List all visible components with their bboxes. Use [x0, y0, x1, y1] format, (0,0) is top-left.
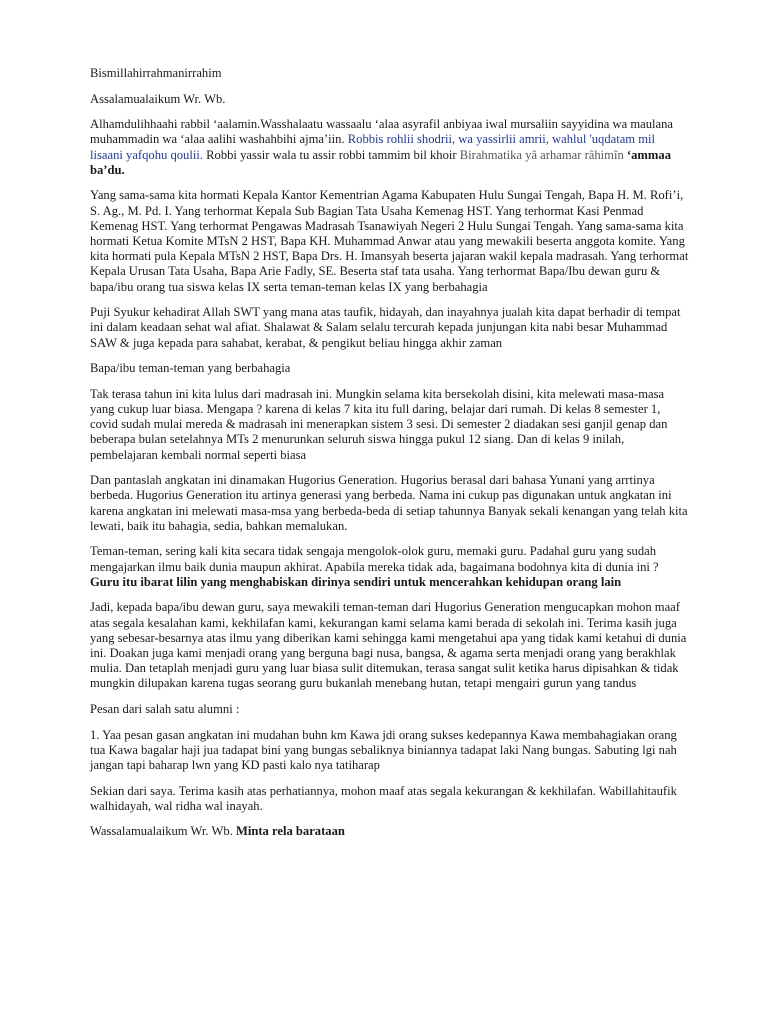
hugorius-paragraph: Dan pantaslah angkatan ini dinamakan Hugorius Generation. Hugorius berasal dari bahasa Yunani yang arrtinya berbeda. Hugorius Generation itu artinya generasi yang berbeda. Nama ini cukup pas digunakan untuk angkatan ini karena angkatan ini melewati masa-msa yang berbeda-beda di setiap tahunnya Banyak sekali kenangan yang telah kita lewati, baik itu bahagia, sedia, bahkan memalukan. — [90, 473, 688, 533]
closing-paragraph: Sekian dari saya. Terima kasih atas perhatiannya, mohon maaf atas segala kekurangan & kekhilafan. Wabillahitaufik walhidayah, wal ridha wal inayah. — [90, 783, 677, 813]
graduation-paragraph: Tak terasa tahun ini kita lulus dari madrasah ini. Mungkin selama kita bersekolah disini, kita melewati masa-masa yang cukup luar biasa. Mengapa ? karena di kelas 7 kita itu full daring, belajar dari rumah. Di kelas 8 semester 1, covid sudah mulai mereda & madrasah ini menerapkan sistem 3 sesi. Di semester 2 diadakan sesi ganjil genap dan beberapa bulan setelahnya MTs 2 menurunkan seluruh siswa hingga pukul 12 siang. Dan di kelas 9 inilah, pembelajaran kembali normal seperti biasa — [90, 386, 668, 462]
opening-basmalah: Bismillahirrahmanirrahim — [90, 66, 222, 80]
closing-salam — [90, 824, 690, 839]
gratitude-paragraph: Puji Syukur kehadirat Allah SWT yang mana atas taufik, hidayah, dan inayahnya jualah kita dapat berhadir di tempat ini dalam keadaan sehat wal afiat. Shalawat & Salam selalu tercurah kepada junjungan kita nabi besar Muhammad SAW & juga kepada para sahabat, kerabat, & pengikut beliau hingga akhir zaman — [90, 305, 681, 350]
candle-quote: Guru itu ibarat lilin yang menghabiskan dirinya sendiri untuk mencerahkan kehidupan orang lain — [90, 574, 622, 589]
doa-closing: Birahmatika yâ arhamar râhimîn — [459, 147, 624, 162]
closing-salam-text: Wassalamualaikum Wr. Wb. — [90, 824, 236, 839]
teacher-respect-paragraph — [90, 544, 690, 590]
doa-text: Robbis rohlii shodrii, wa yassirlii amrii, wahlul 'uqdatam mil lisaani yafqohu qoulii. — [90, 132, 656, 162]
apology-paragraph: Jadi, kepada bapa/ibu dewan guru, saya mewakili teman-teman dari Hugorius Generation mengucapkan mohon maaf atas segala kesalahan kami, kekhilafan kami, kekurangan kami selama kami berada di sekolah ini. Terima kasih juga yang sebesar-besarnya atas ilmu yang diberikan kami sehingga kami mengetahui apa yang tidak kami ketahui di dunia ini. Doakan juga kami menjadi orang yang berguna bagi nusa, bangsa, & agama serta menjadi orang yang berakhlak mulia. Dan tetaplah menjadi guru yang luar biasa sulit ditemukan, terasa sangat sulit ketika harus dipisahkan & tidak mungkin dilupakan karena tugas seorang guru bukanlah menebang hutan, tetapi mengairi gurun yang tandus — [90, 600, 687, 691]
alumni-message: 1. Yaa pesan gasan angkatan ini mudahan buhn km Kawa jdi orang sukses kedepannya Kawa membahagiakan orang tua Kawa bagalar haji jua tadapat bini yang bungas sebaliknya biniannya tadapat laki Nang bungas. Sabuting lgi nah jangan tapi baharap lwn yang KD pasti kalo nya tatiharap — [90, 727, 677, 773]
alumni-message-heading: Pesan dari salah satu alumni : — [90, 702, 240, 717]
hamdalah-text: Alhamdulihhaahi rabbil ‘aalamin.Wasshalaatu wassaalu ‘alaa asyrafil anbiyaa iwal mursaliin sayyidina wa maulana muhammadin wa ‘alaa aalihi washahbihi ajma’iin. — [90, 117, 673, 147]
teacher-respect-text: Teman-teman, sering kali kita secara tidak sengaja mengolok-olok guru, memaki guru. Padahal guru yang sudah mengajarkan ilmu baik dunia maupun akhirat. Apabila mereka tidak ada, bagaimana bodohnya kita di dunia ini ? — [90, 544, 659, 574]
closing-farewell: Minta rela barataan — [235, 824, 345, 839]
ammaa-badu: ‘ammaa ba’du. — [90, 147, 671, 177]
greetings-paragraph: Yang sama-sama kita hormati Kepala Kantor Kementrian Agama Kabupaten Hulu Sungai Tengah, Bapa H. M. Rofi’i, S. Ag., M. Pd. I. Yang terhormat Kepala Sub Bagian Tata Usaha Kemenag HST. Yang terhormat Kasi Penmad Kemenag HST. Yang terhormat Pengawas Madrasah Tsanawiyah Negeri 2 Hulu Sungai Tengah. Yang sama-sama kita hormati Ketua Komite MTsN 2 HST, Bapa KH. Muhammad Anwar atau yang mewakili beserta anggota komite. Yang kita hormati pula Kepala MTsN 2 HST, Bapa Drs. H. Imansyah beserta jajaran wakil kepala madrasah. Yang terhormat Kepala Urusan Tata Usaha, Bapa Arie Fadly, SE. Beserta staf tata usaha. Yang terhormat Bapa/Ibu dewan guru & bapa/ibu orang tua siswa kelas IX serta teman-teman kelas IX yang berbahagia — [90, 188, 689, 294]
doa-continuation: Robbi yassir wala tu assir robbi tammim bil khoir — [202, 147, 457, 162]
document-page — [90, 66, 690, 850]
audience-greeting: Bapa/ibu teman-teman yang berbahagia — [90, 361, 291, 376]
opening-salam: Assalamualaikum Wr. Wb. — [90, 91, 226, 106]
opening-hamdalah — [90, 117, 690, 178]
